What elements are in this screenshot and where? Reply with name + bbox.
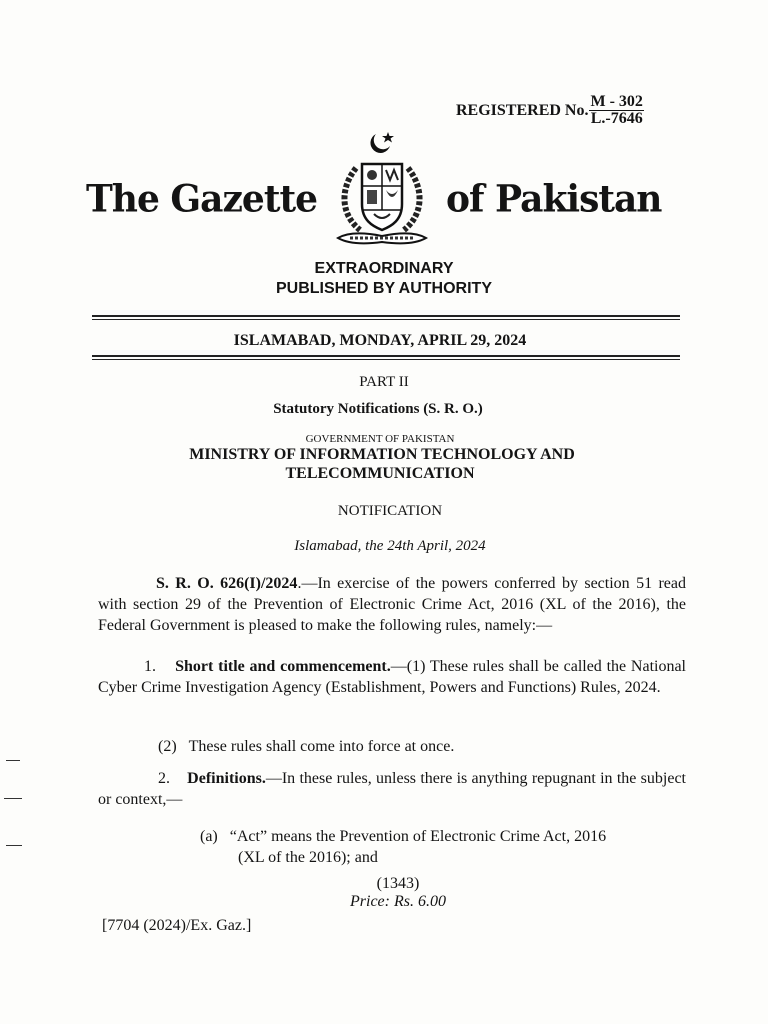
- dateline: ISLAMABAD, MONDAY, APRIL 29, 2024: [233, 332, 527, 349]
- rule-2-text: —In these rules, unless there is anything repugnant in the subject or context,—: [98, 770, 687, 808]
- registered-top: M - 302: [590, 93, 643, 110]
- sro-text: .—In exercise of the powers conferred by section 51 read with section 29 of the Prevention of Electronic Crime Act, 2016 (XL of the 2016), the Federal Government is pleased to make the following rules, namely:—: [98, 575, 686, 634]
- rule-2-number: 2.: [158, 770, 170, 787]
- place-date: Islamabad, the 24th April, 2024: [294, 538, 486, 554]
- ministry-line-2: TELECOMMUNICATION: [285, 465, 475, 482]
- price: Price: Rs. 6.00: [350, 893, 446, 910]
- state-emblem-icon: [322, 128, 442, 252]
- registered-bottom: L.-7646: [590, 110, 643, 127]
- published-label: PUBLISHED BY AUTHORITY: [275, 280, 492, 297]
- extraordinary-label: EXTRAORDINARY: [314, 260, 454, 277]
- sro-number: S. R. O. 626(I)/2024: [156, 575, 298, 592]
- scan-mark: [6, 845, 22, 846]
- registered-label: REGISTERED No.: [456, 101, 589, 119]
- sro-paragraph: [98, 573, 686, 636]
- rule-2-paragraph: [98, 768, 686, 810]
- ministry-line-1: MINISTRY OF INFORMATION TECHNOLOGY AND: [189, 446, 575, 463]
- page-number: (1343): [376, 875, 420, 892]
- gazette-title-left: The Gazette: [86, 176, 317, 222]
- rule-2-heading: Definitions.: [187, 770, 266, 787]
- scan-mark: [4, 798, 22, 799]
- clause-a-text-2: (XL of the 2016); and: [238, 849, 378, 866]
- rule-1-2-text: These rules shall come into force at once.: [188, 738, 455, 755]
- notification-label: NOTIFICATION: [337, 503, 443, 519]
- statutory-subtitle: Statutory Notifications (S. R. O.): [273, 401, 483, 417]
- rule-1-number: 1.: [144, 658, 156, 675]
- scan-mark: [6, 760, 20, 761]
- rule-1-2-number: (2): [158, 738, 177, 755]
- gazette-reference: [7704 (2024)/Ex. Gaz.]: [102, 917, 252, 934]
- gazette-title-right: of Pakistan: [446, 176, 662, 222]
- clause-a-text-1: “Act” means the Prevention of Electronic Crime Act, 2016: [229, 828, 607, 845]
- bottom-rule: [92, 355, 680, 360]
- clause-a: [200, 826, 692, 868]
- rule-1-heading: Short title and commencement.: [175, 658, 391, 675]
- top-rule: [92, 315, 680, 320]
- rule-1-paragraph: [98, 656, 686, 698]
- registered-fraction: [589, 94, 643, 127]
- government-label: GOVERNMENT OF PAKISTAN: [305, 433, 455, 445]
- rule-1-text: —(1) These rules shall be called the National Cyber Crime Investigation Agency (Establishment, Powers and Functions) Rules, 2024.: [98, 658, 687, 696]
- registered-number: [456, 94, 644, 127]
- part-label: PART II: [359, 374, 409, 390]
- clause-a-number: (a): [200, 828, 218, 845]
- rule-1-2: [158, 736, 454, 757]
